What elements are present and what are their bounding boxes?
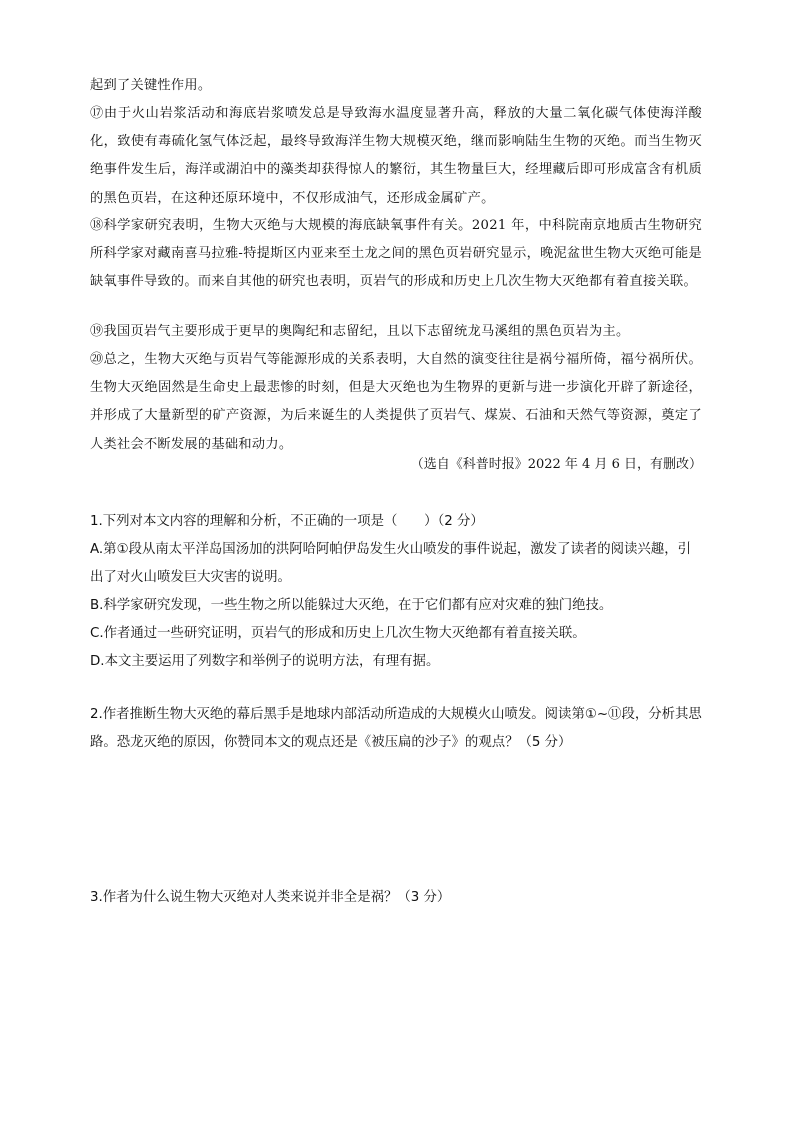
question-1-option-a: A.第①段从南太平洋岛国汤加的洪阿哈阿帕伊岛发生火山喷发的事件说起，激发了读者的阅读兴趣，引出了对火山喷发巨大灾害的说明。	[90, 542, 691, 585]
article-source: （选自《科普时报》2022 年 4 月 6 日，有删改）	[410, 457, 702, 472]
article-paragraph-17: ⑰由于火山岩浆活动和海底岩浆喷发总是导致海水温度显著升高，释放的大量二氧化碳气体使海洋酸化，致使有毒硫化氢气体泛起，最终导致海洋生物大规模灭绝，继而影响陆生生物的灭绝。而当生物灭绝事件发生后，海洋或湖泊中的藻类却获得惊人的繁衍，其生物量巨大，经埋藏后即可形成富含有机质的黑色页岩，在这种还原环境中，不仅形成油气，还形成金属矿产。	[90, 106, 702, 206]
article-paragraph-19: ⑲我国页岩气主要形成于更早的奥陶纪和志留纪，且以下志留统龙马溪组的黑色页岩为主。	[90, 324, 630, 339]
question-1-option-d: D.本文主要运用了列数字和举例子的说明方法，有理有据。	[90, 654, 440, 669]
article-intro-line: 起到了关键性作用。	[90, 78, 212, 93]
question-1-option-b: B.科学家研究发现，一些生物之所以能躲过大灭绝，在于它们都有应对灾难的独门绝技。	[90, 598, 613, 613]
question-1-option-c: C.作者通过一些研究证明，页岩气的形成和历史上几次生物大灭绝都有着直接关联。	[90, 626, 586, 641]
question-2-stem: 2.作者推断生物大灭绝的幕后黑手是地球内部活动所造成的大规模火山喷发。阅读第①~⑪段，分析其思路。恐龙灭绝的原因，你赞同本文的观点还是《被压扁的沙子》的观点？（5 分）	[90, 707, 702, 750]
article-paragraph-20: ⑳总之，生物大灭绝与页岩气等能源形成的关系表明，大自然的演变往往是祸兮福所倚，福兮祸所伏。生物大灭绝固然是生命史上最悲惨的时刻，但是大灭绝也为生物界的更新与进一步演化开辟了新途径，并形成了大量新型的矿产资源，为后来诞生的人类提供了页岩气、煤炭、石油和天然气等资源，奠定了人类社会不断发展的基础和动力。	[90, 352, 702, 452]
question-3-stem: 3.作者为什么说生物大灭绝对人类来说并非全是祸？（3 分）	[90, 890, 451, 905]
question-1-stem: 1.下列对本文内容的理解和分析，不正确的一项是（ ）（2 分）	[90, 514, 484, 529]
article-paragraph-18: ⑱科学家研究表明，生物大灭绝与大规模的海底缺氧事件有关。2021 年，中科院南京地质古生物研究所科学家对藏南喜马拉雅-特提斯区内亚来至土龙之间的黑色页岩研究显示，晚泥盆世生物大灭绝可能是缺氧事件导致的。而来自其他的研究也表明，页岩气的形成和历史上几次生物大灭绝都有着直接关联。	[90, 218, 702, 290]
